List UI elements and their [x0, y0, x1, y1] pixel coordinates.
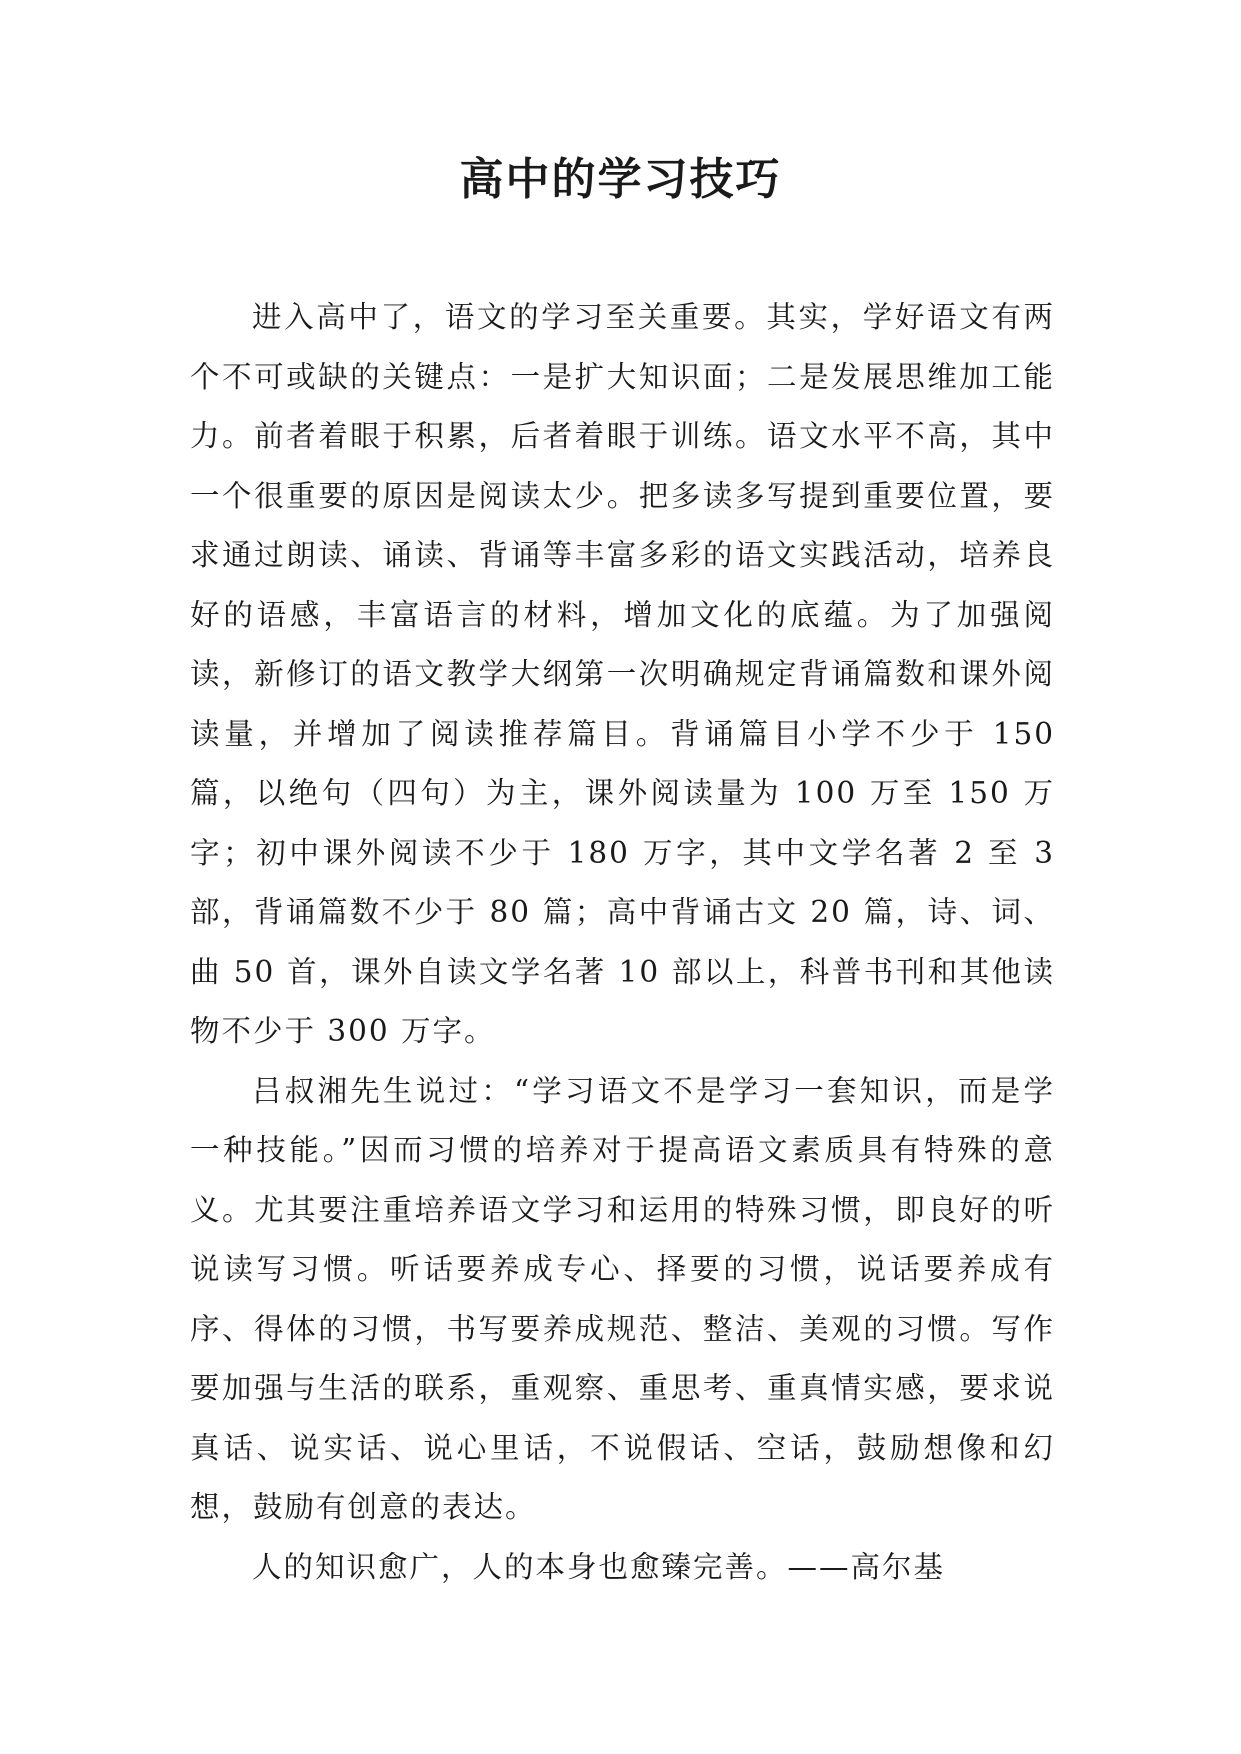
document-title: 高中的学习技巧	[459, 154, 782, 205]
document-body	[190, 288, 1055, 1597]
paragraph-quote: 人的知识愈广，人的本身也愈臻完善。——高尔基	[252, 1549, 946, 1584]
paragraph-habits: 吕叔湘先生说过：“学习语文不是学习一套知识，而是学一种技能。”因而习惯的培养对于提高语文素质具有特殊的意义。尤其要注重培养语文学习和运用的特殊习惯，即良好的听说读写习惯。听话要养成专心、择要的习惯，说话要养成有序、得体的习惯，书写要养成规范、整洁、美观的习惯。写作要加强与生活的联系，重观察、重思考、重真情实感，要求说真话、说实话、说心里话，不说假话、空话，鼓励想像和幻想，鼓励有创意的表达。	[190, 1073, 1055, 1524]
paragraph-reading: 进入高中了，语文的学习至关重要。其实，学好语文有两个不可或缺的关键点：一是扩大知识面；二是发展思维加工能力。前者着眼于积累，后者着眼于训练。语文水平不高，其中一个很重要的原因是阅读太少。把多读多写提到重要位置，要求通过朗读、诵读、背诵等丰富多彩的语文实践活动，培养良好的语感，丰富语言的材料，增加文化的底蕴。为了加强阅读，新修订的语文教学大纲第一次明确规定背诵篇数和课外阅读量，并增加了阅读推荐篇目。背诵篇目小学不少于 150 篇，以绝句（四句）为主，课外阅读量为 100 万至 150 万字；初中课外阅读不少于 180 万字，其中文学名著 2 至 3 部，背诵篇数不少于 80 篇；高中背诵古文 20 篇，诗、词、曲 50 首，课外自读文学名著 10 部以上，科普书刊和其他读物不少于 300 万字。	[190, 300, 1055, 1048]
